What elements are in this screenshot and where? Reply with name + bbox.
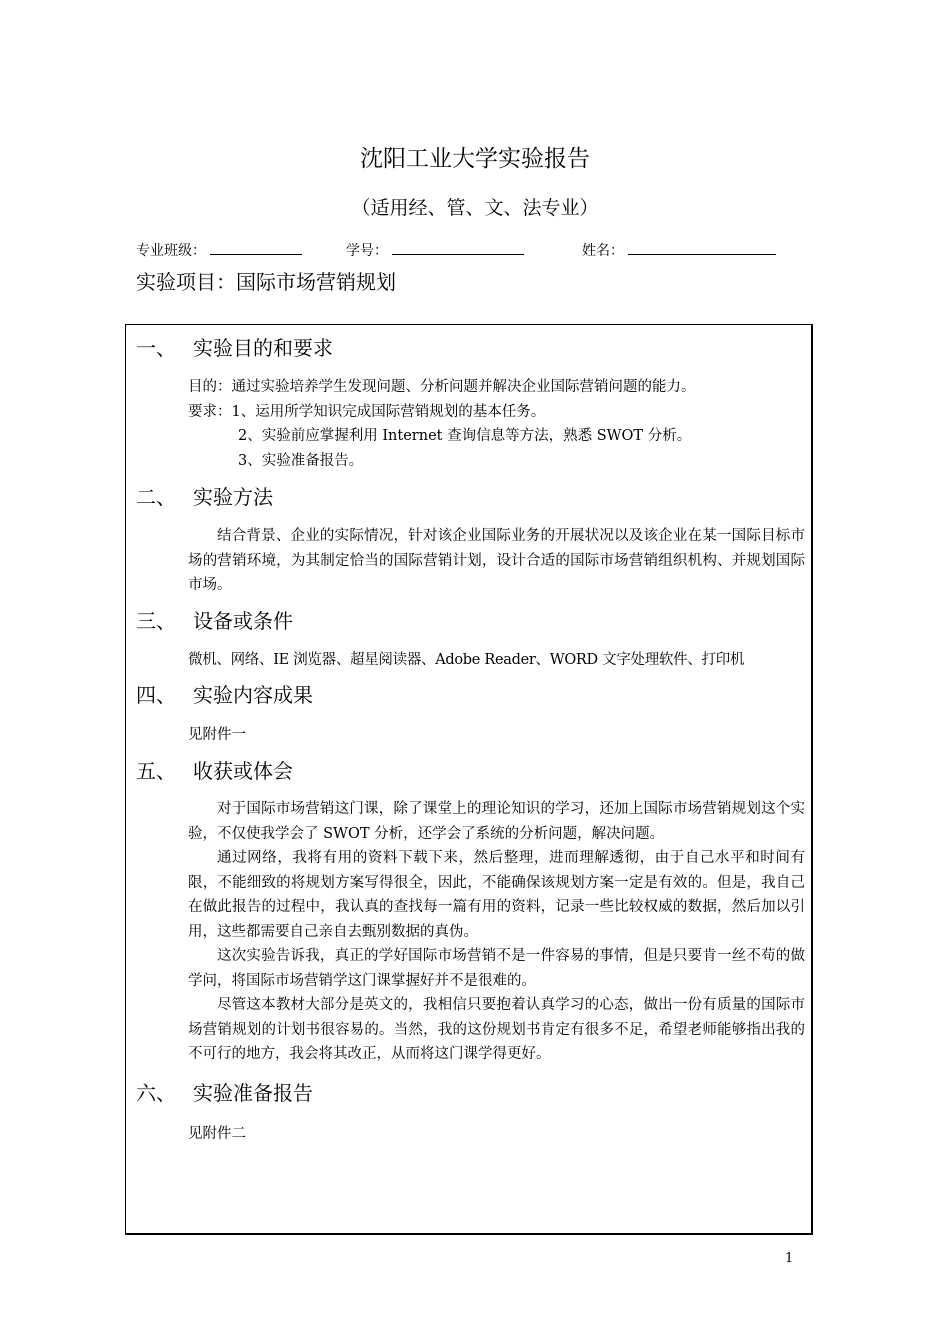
reflection-paragraph-4: 尽管这本教材大部分是英文的，我相信只要抱着认真学习的心态，做出一份有质量的国际市场营销规划的计划书很容易的。当然，我的这份规划书肯定有很多不足，希望老师能够指出我的不可行的地方，我会将其改正，从而将这门课学得更好。 (188, 997, 805, 1062)
section-title: 实验目的和要求 (193, 336, 333, 360)
section-4-body: 见附件一 (188, 727, 246, 743)
section-3-body: 微机、网络、IE 浏览器、超星阅读器、Adobe Reader、WORD 文字处理软件、打印机 (188, 652, 745, 668)
requirement-line-2: 2、实验前应掌握利用 Internet 查询信息等方法，熟悉 SWOT 分析。 (238, 428, 692, 444)
section-title: 实验方法 (193, 485, 273, 509)
name-label: 姓名： (582, 243, 624, 259)
class-label: 专业班级： (136, 243, 206, 259)
section-2-body: 结合背景、企业的实际情况，针对该企业国际业务的开展状况以及该企业在某一国际目标市场的营销环境，为其制定恰当的国际营销计划，设计合适的国际市场营销组织机构、并规划国际市场。 (188, 528, 805, 593)
section-title: 实验内容成果 (193, 683, 313, 707)
section-1-body (188, 375, 805, 473)
purpose-line: 目的：通过实验培养学生发现问题、分析问题并解决企业国际营销问题的能力。 (188, 379, 696, 395)
student-id-field (346, 240, 524, 260)
section-heading-1 (136, 332, 333, 361)
requirement-line-1: 要求：1、运用所学知识完成国际营销规划的基本任务。 (188, 403, 546, 420)
reflection-paragraph-3: 这次实验告诉我，真正的学好国际市场营销不是一件容易的事情，但是只要肯一丝不苟的做学问，将国际市场营销学这门课掌握好并不是很难的。 (188, 948, 805, 989)
section-heading-5 (136, 755, 293, 784)
section-number: 二、 (136, 485, 176, 509)
reflection-paragraph-2: 通过网络，我将有用的资料下载下来，然后整理，进而理解透彻，由于自己水平和时间有限，不能细致的将规划方案写得很全，因此，不能确保该规划方案一定是有效的。但是，我自己在做此报告的过程中，我认真的查找每一篇有用的资料，记录一些比较权威的数据，然后加以引用，这些都需要自己亲自去甄别数据的真伪。 (188, 850, 805, 940)
name-field (582, 240, 776, 260)
section-number: 三、 (136, 609, 176, 633)
section-heading-4 (136, 679, 313, 708)
section-title: 设备或条件 (193, 609, 293, 633)
section-number: 六、 (136, 1081, 176, 1105)
report-subtitle: （适用经、管、文、法专业） (351, 197, 599, 219)
section-5-body (188, 797, 805, 1067)
report-title: 沈阳工业大学实验报告 (360, 146, 590, 172)
section-heading-3 (136, 605, 293, 634)
section-heading-6 (136, 1077, 313, 1106)
section-number: 一、 (136, 336, 176, 360)
student-id-label: 学号： (346, 243, 388, 259)
section-number: 四、 (136, 683, 176, 707)
class-blank[interactable] (210, 240, 302, 255)
section-heading-2 (136, 481, 273, 510)
reflection-paragraph-1: 对于国际市场营销这门课，除了课堂上的理论知识的学习，还加上国际市场营销规划这个实验，不仅使我学会了 SWOT 分析，还学会了系统的分析问题，解决问题。 (188, 801, 805, 842)
section-number: 五、 (136, 759, 176, 783)
student-id-blank[interactable] (392, 240, 524, 255)
class-field (136, 240, 302, 260)
section-title: 收获或体会 (193, 759, 293, 783)
section-6-body: 见附件二 (188, 1126, 246, 1142)
name-blank[interactable] (628, 240, 776, 255)
project-title: 实验项目：国际市场营销规划 (136, 270, 396, 294)
requirement-line-3: 3、实验准备报告。 (238, 452, 364, 469)
page-number: 1 (785, 1251, 794, 1266)
section-title: 实验准备报告 (193, 1081, 313, 1105)
